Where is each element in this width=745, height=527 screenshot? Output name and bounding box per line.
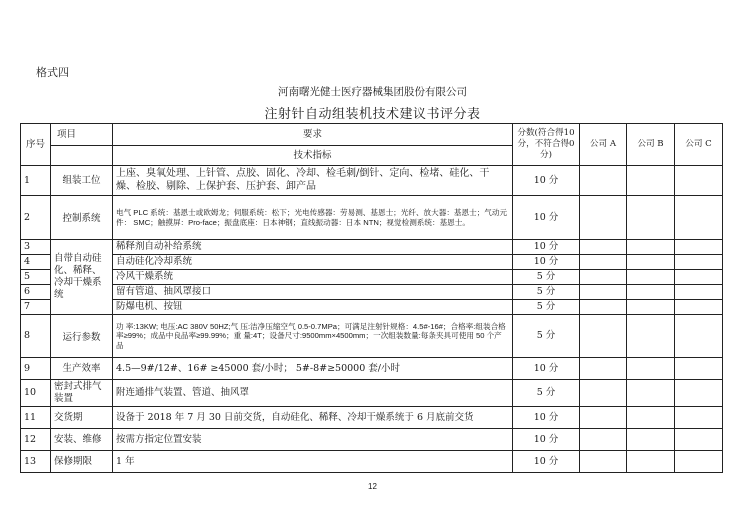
row-company-c: [675, 451, 723, 473]
row-score: 5 分: [513, 270, 580, 285]
row-company-a: [580, 270, 627, 285]
table-row: [21, 300, 723, 315]
row-item: 组装工位: [51, 166, 113, 196]
row-company-c: [675, 196, 723, 240]
row-seq: 13: [21, 451, 51, 473]
row-item-merged: 自带自动硅化、稀释、冷却干燥系统: [51, 240, 113, 315]
row-company-a: [580, 166, 627, 196]
row-company-b: [627, 270, 675, 285]
row-requirement: 稀释剂自动补给系统: [113, 240, 513, 255]
company-name: 河南曙光健士医疗器械集团股份有限公司: [278, 86, 467, 98]
row-score: 10 分: [513, 429, 580, 451]
row-requirement: 电气 PLC 系统：基恩士或欧姆龙；伺服系统：松下；光电传感器：劳易测、基恩士；光纤、放大器：基恩士；气动元件： SMC；触摸屏：Pro-face；振盘底座：日本神钢；直线振动器：日本 NTN；视觉检测系统：基恩士。: [113, 196, 513, 240]
page-number: 12: [368, 482, 377, 491]
row-item: 安装、维修: [51, 429, 113, 451]
row-company-b: [627, 429, 675, 451]
row-seq: 5: [21, 270, 51, 285]
row-requirement: 上座、臭氧处理、上针管、点胶、固化、冷却、检毛刺/倒针、定向、检堵、硅化、干燥、检胶、剔除、上保护套、压护套、卸产品: [113, 166, 513, 196]
row-company-c: [675, 358, 723, 380]
format-label: 格式四: [36, 66, 69, 79]
header-tech-index: 技术指标: [113, 146, 513, 166]
row-requirement: 附连通排气装置、管道、抽风罩: [113, 380, 513, 407]
table-row: [21, 196, 723, 240]
row-item: 生产效率: [51, 358, 113, 380]
row-company-c: [675, 270, 723, 285]
table-row: [21, 166, 723, 196]
header-item: 项目: [51, 124, 113, 146]
row-requirement: 按需方指定位置安装: [113, 429, 513, 451]
row-company-b: [627, 407, 675, 429]
row-item: 交货期: [51, 407, 113, 429]
row-company-c: [675, 429, 723, 451]
row-company-b: [627, 196, 675, 240]
row-score: 5 分: [513, 380, 580, 407]
row-seq: 4: [21, 255, 51, 270]
row-company-b: [627, 358, 675, 380]
row-company-a: [580, 196, 627, 240]
table-row: [21, 451, 723, 473]
row-company-b: [627, 380, 675, 407]
row-company-b: [627, 315, 675, 358]
header-company-a: 公司 A: [580, 124, 627, 166]
row-company-a: [580, 407, 627, 429]
row-seq: 10: [21, 380, 51, 407]
row-score: 10 分: [513, 196, 580, 240]
row-item: 密封式排气装置: [51, 380, 113, 407]
row-company-a: [580, 451, 627, 473]
row-seq: 12: [21, 429, 51, 451]
row-company-b: [627, 166, 675, 196]
row-score: 5 分: [513, 315, 580, 358]
header-seq: 序号: [21, 124, 51, 166]
row-company-c: [675, 240, 723, 255]
row-requirement: 4.5—9#/12#、16# ≥45000 套/小时； 5#-8#≥50000 套/小时: [113, 358, 513, 380]
table-row: [21, 255, 723, 270]
row-company-b: [627, 255, 675, 270]
row-score: 10 分: [513, 255, 580, 270]
row-company-b: [627, 300, 675, 315]
row-score: 10 分: [513, 358, 580, 380]
row-score: 10 分: [513, 166, 580, 196]
row-requirement: 设备于 2018 年 7 月 30 日前交货，自动硅化、稀释、冷却干燥系统于 6 月底前交货: [113, 407, 513, 429]
row-company-a: [580, 300, 627, 315]
row-score: 10 分: [513, 240, 580, 255]
header-requirement: 要求: [113, 124, 513, 146]
row-seq: 8: [21, 315, 51, 358]
row-item: 保修期限: [51, 451, 113, 473]
row-seq: 2: [21, 196, 51, 240]
row-company-a: [580, 358, 627, 380]
row-company-b: [627, 240, 675, 255]
table-row: [21, 270, 723, 285]
row-company-b: [627, 285, 675, 300]
row-item: 运行参数: [51, 315, 113, 358]
row-company-a: [580, 429, 627, 451]
row-seq: 11: [21, 407, 51, 429]
table-row: [21, 407, 723, 429]
row-seq: 1: [21, 166, 51, 196]
header-score: 分数(符合得10分，不符合得0分): [513, 124, 580, 166]
table-row: [21, 240, 723, 255]
row-company-c: [675, 255, 723, 270]
table-row: [21, 380, 723, 407]
row-company-c: [675, 300, 723, 315]
row-requirement: 1 年: [113, 451, 513, 473]
row-seq: 9: [21, 358, 51, 380]
row-company-c: [675, 407, 723, 429]
table-row: [21, 285, 723, 300]
row-seq: 3: [21, 240, 51, 255]
row-company-b: [627, 451, 675, 473]
row-company-c: [675, 380, 723, 407]
row-score: 10 分: [513, 407, 580, 429]
row-company-a: [580, 285, 627, 300]
row-company-a: [580, 240, 627, 255]
row-requirement: 功 率:13KW; 电压:AC 380V 50HZ;气 压:洁净压缩空气 0.5-0.7MPa；可满足注射针规格：4.5#-16#；合格率:组装合格率≥99%；成品中良品率≥99.99%；重 量:4T；设备尺寸:9500mm×4500mm；一次组装数量:每条夹具可使用 50 个产品: [113, 315, 513, 358]
row-company-a: [580, 315, 627, 358]
row-requirement: 留有管道、抽风罩接口: [113, 285, 513, 300]
row-company-c: [675, 315, 723, 358]
row-seq: 7: [21, 300, 51, 315]
table-row: [21, 315, 723, 358]
row-item: 控制系统: [51, 196, 113, 240]
row-company-c: [675, 285, 723, 300]
table-row: [21, 429, 723, 451]
table-row: [21, 358, 723, 380]
document-title: 注射针自动组装机技术建议书评分表: [264, 107, 481, 122]
row-requirement: 冷风干燥系统: [113, 270, 513, 285]
row-requirement: 自动硅化冷却系统: [113, 255, 513, 270]
row-score: 10 分: [513, 451, 580, 473]
row-score: 5 分: [513, 285, 580, 300]
row-company-c: [675, 166, 723, 196]
row-company-a: [580, 380, 627, 407]
row-seq: 6: [21, 285, 51, 300]
header-company-c: 公司 C: [675, 124, 723, 166]
row-score: 5 分: [513, 300, 580, 315]
row-company-a: [580, 255, 627, 270]
scoring-table: [20, 123, 723, 473]
row-requirement: 防爆电机、按钮: [113, 300, 513, 315]
header-item-blank: [51, 146, 113, 166]
header-company-b: 公司 B: [627, 124, 675, 166]
header-row: [21, 124, 723, 146]
